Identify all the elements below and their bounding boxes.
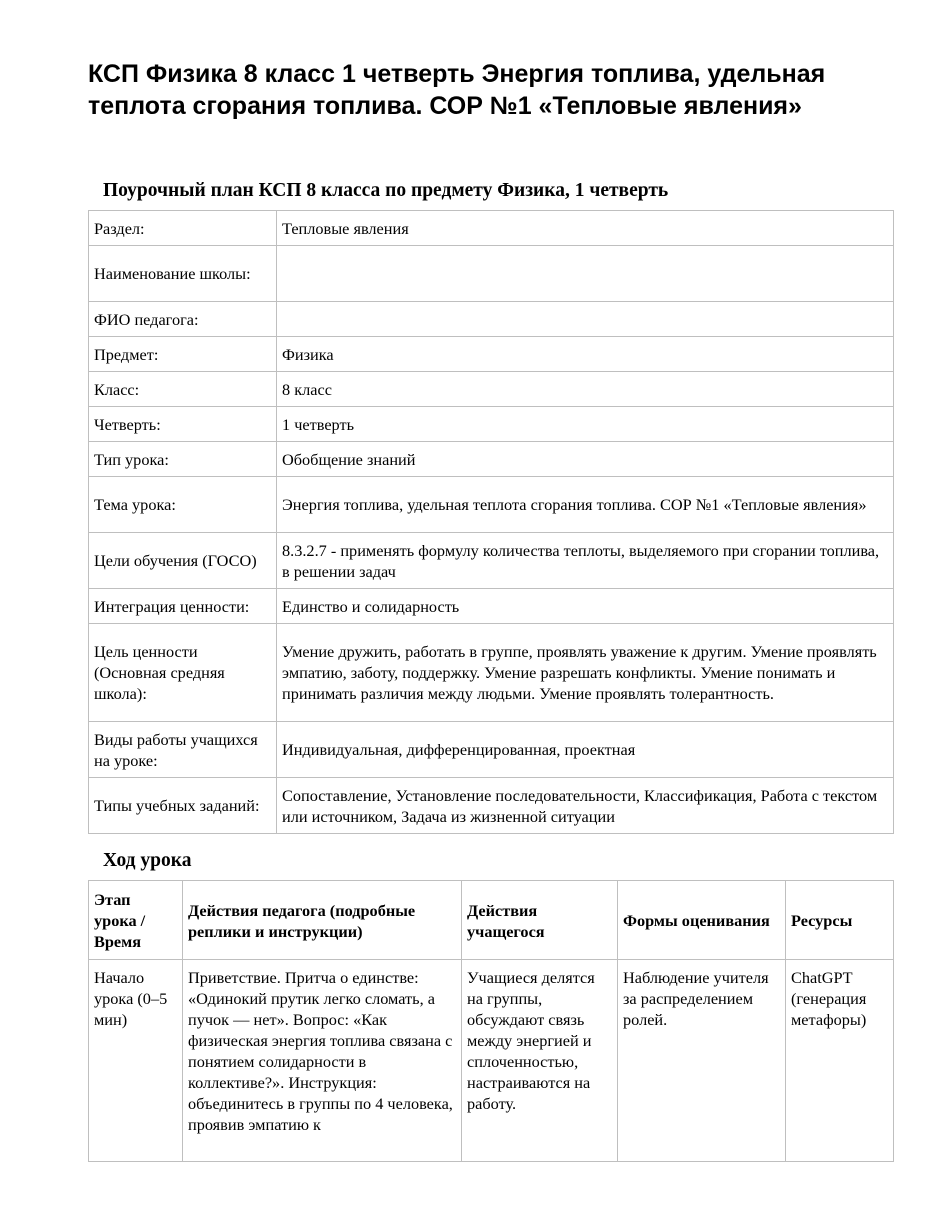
cell-student-actions: Учащиеся делятся на группы, обсуждают связь между энергией и сплоченностью, настраиваются на работу. [462,960,618,1162]
info-label: Типы учебных заданий: [89,778,277,834]
info-label: Интеграция ценности: [89,589,277,624]
table-header-row [89,881,894,960]
document-title: КСП Физика 8 класс 1 четверть Энергия топлива, удельная теплота сгорания топлива. СОР №1 «Тепловые явления» [88,60,826,120]
info-label: Наименование школы: [89,246,277,302]
info-label: Класс: [89,372,277,407]
info-value: Энергия топлива, удельная теплота сгорания топлива. СОР №1 «Тепловые явления» [277,477,894,533]
info-label: Раздел: [89,211,277,246]
lesson-info-table [88,210,894,834]
info-label: Виды работы учащихся на уроке: [89,722,277,778]
table-row [89,246,894,302]
info-label: Предмет: [89,337,277,372]
lesson-flow-heading: Ход урока [103,850,192,871]
info-value [277,302,894,337]
info-label: Четверть: [89,407,277,442]
info-value [277,246,894,302]
info-label: Тип урока: [89,442,277,477]
cell-resources: ChatGPT (генерация метафоры) [786,960,894,1162]
info-value: Единство и солидарность [277,589,894,624]
cell-assessment: Наблюдение учителя за распределением ролей. [618,960,786,1162]
table-row [89,624,894,722]
info-label: Тема урока: [89,477,277,533]
lesson-flow-table [88,880,894,1162]
info-value: Физика [277,337,894,372]
table-row [89,589,894,624]
info-value: 8 класс [277,372,894,407]
table-row [89,533,894,589]
table-row [89,477,894,533]
table-row [89,960,894,1162]
info-label: Цели обучения (ГОСО) [89,533,277,589]
info-value: 8.3.2.7 - применять формулу количества теплоты, выделяемого при сгорании топлива, в решении задач [277,533,894,589]
plan-heading: Поурочный план КСП 8 класса по предмету Физика, 1 четверть [103,180,669,201]
cell-stage: Начало урока (0–5 мин) [89,960,183,1162]
info-value: Обобщение знаний [277,442,894,477]
header-resources: Ресурсы [786,881,894,960]
header-student-actions: Действия учащегося [462,881,618,960]
table-row [89,442,894,477]
info-value: Умение дружить, работать в группе, проявлять уважение к другим. Умение проявлять эмпатию, заботу, поддержку. Умение разрешать конфликты. Умение понимать и принимать различия между людьми. Умение проявлять толерантность. [277,624,894,722]
table-row [89,778,894,834]
cell-teacher-actions: Приветствие. Притча о единстве: «Одинокий прутик легко сломать, а пучок — нет». Вопрос: «Как физическая энергия топлива связана с понятием солидарности в коллективе?». Инструкция: объединитесь в группы по 4 человека, проявив эмпатию к [183,960,462,1162]
table-row [89,372,894,407]
info-value: Сопоставление, Установление последовательности, Классификация, Работа с текстом или источником, Задача из жизненной ситуации [277,778,894,834]
table-row [89,722,894,778]
info-label: Цель ценности (Основная средняя школа): [89,624,277,722]
info-value: Индивидуальная, дифференцированная, проектная [277,722,894,778]
table-row [89,337,894,372]
table-row [89,407,894,442]
table-row [89,302,894,337]
table-row [89,211,894,246]
header-assessment: Формы оценивания [618,881,786,960]
header-teacher-actions: Действия педагога (подробные реплики и инструкции) [183,881,462,960]
info-value: 1 четверть [277,407,894,442]
info-value: Тепловые явления [277,211,894,246]
info-label: ФИО педагога: [89,302,277,337]
header-stage: Этап урока / Время [89,881,183,960]
